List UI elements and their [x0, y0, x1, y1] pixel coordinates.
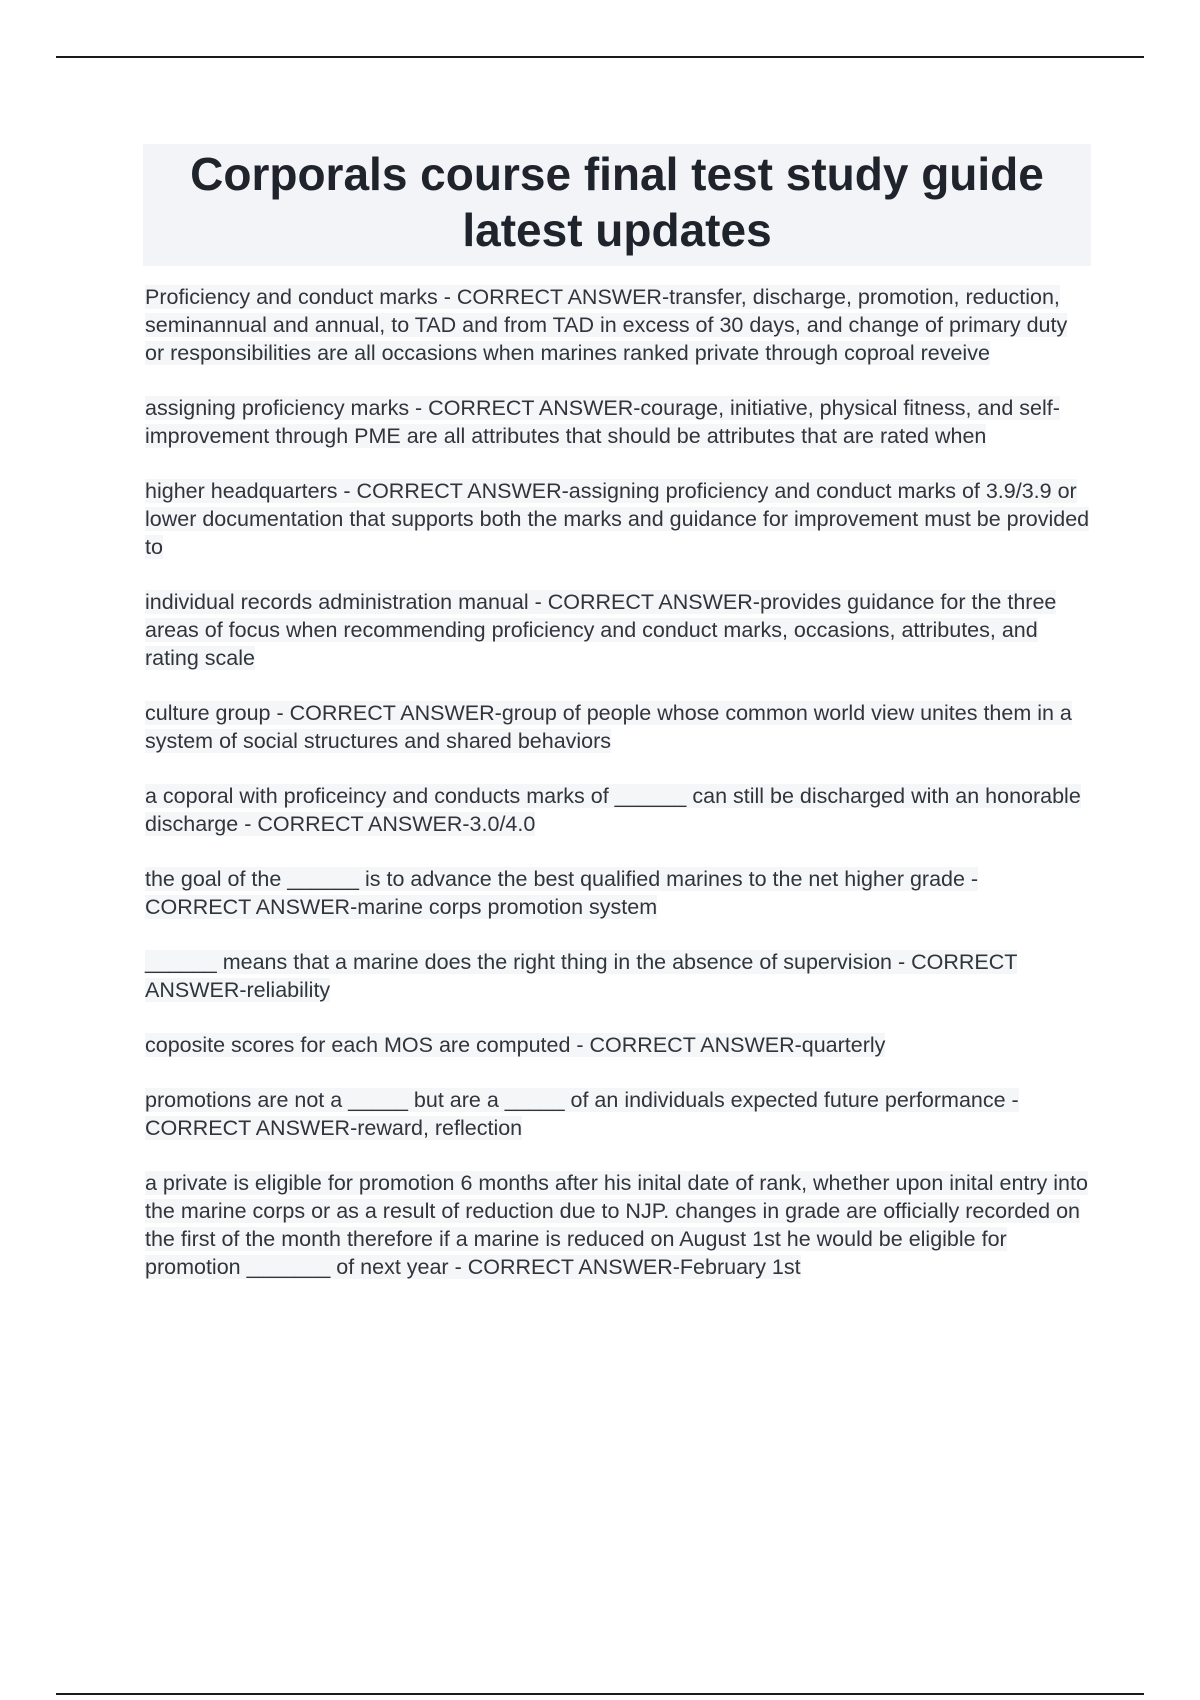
- qa-entry-text: ______ means that a marine does the right thing in the absence of supervision - CORRECT ANSWER-reliability: [145, 950, 1018, 1002]
- qa-entry: [145, 477, 1090, 561]
- qa-entry: [145, 865, 1090, 921]
- qa-entry: [145, 699, 1090, 755]
- qa-entry: [145, 394, 1090, 450]
- qa-entry: [145, 1031, 1090, 1059]
- qa-entry-text: a coporal with proficeincy and conducts marks of ______ can still be discharged with an honorable discharge - CORRECT ANSWER-3.0/4.0: [145, 784, 1081, 836]
- qa-entry: [145, 283, 1090, 367]
- qa-entry-text: promotions are not a _____ but are a _____ of an individuals expected future performance - CORRECT ANSWER-reward, reflection: [145, 1088, 1019, 1140]
- qa-entry: [145, 588, 1090, 672]
- qa-entry: [145, 1169, 1090, 1281]
- qa-entry-text: Proficiency and conduct marks - CORRECT ANSWER-transfer, discharge, promotion, reduction, seminannual and annual, to TAD and from TAD in excess of 30 days, and change of primary duty or responsibilities are all occasions when marines ranked private through coproal reveive: [145, 285, 1068, 365]
- title-banner: [143, 144, 1091, 266]
- qa-entry-text: assigning proficiency marks - CORRECT ANSWER-courage, initiative, physical fitness, and self-improvement through PME are all attributes that should be attributes that are rated when: [145, 396, 1060, 448]
- qa-entry-text: culture group - CORRECT ANSWER-group of people whose common world view unites them in a system of social structures and shared behaviors: [145, 701, 1072, 753]
- qa-entry-text: coposite scores for each MOS are computed - CORRECT ANSWER-quarterly: [145, 1033, 886, 1057]
- qa-entry-text: individual records administration manual - CORRECT ANSWER-provides guidance for the three areas of focus when recommending proficiency and conduct marks, occasions, attributes, and rating scale: [145, 590, 1057, 670]
- qa-entry-text: higher headquarters - CORRECT ANSWER-assigning proficiency and conduct marks of 3.9/3.9 or lower documentation that supports both the marks and guidance for improvement must be provided to: [145, 479, 1090, 559]
- qa-entry: [145, 948, 1090, 1004]
- study-guide-entries: [145, 283, 1090, 1308]
- document-title: Corporals course final test study guide latest updates: [190, 148, 1044, 256]
- top-divider: [56, 56, 1144, 58]
- qa-entry: [145, 782, 1090, 838]
- qa-entry-text: a private is eligible for promotion 6 months after his inital date of rank, whether upon inital entry into the marine corps or as a result of reduction due to NJP. changes in grade are officially recorded on the first of the month therefore if a marine is reduced on August 1st he would be eligible for promotion _______ of next year - CORRECT ANSWER-February 1st: [145, 1171, 1088, 1279]
- qa-entry: [145, 1086, 1090, 1142]
- bottom-divider: [56, 1693, 1144, 1695]
- qa-entry-text: the goal of the ______ is to advance the best qualified marines to the net higher grade - CORRECT ANSWER-marine corps promotion system: [145, 867, 979, 919]
